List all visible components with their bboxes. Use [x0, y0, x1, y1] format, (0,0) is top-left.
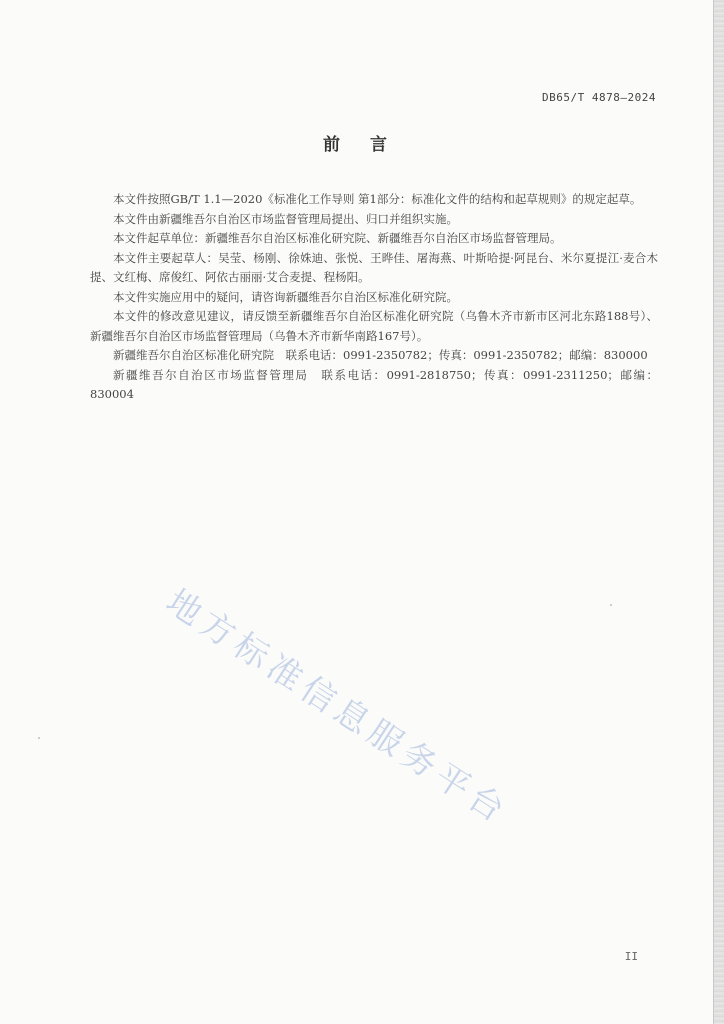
foreword-body [90, 190, 658, 405]
paragraph-drafting-basis: 本文件按照GB/T 1.1—2020《标准化工作导则 第1部分：标准化文件的结构和起草规则》的规定起草。 [113, 192, 642, 206]
scan-speck [38, 737, 40, 739]
paragraph-drafters: 本文件主要起草人：吴莹、杨刚、徐姝迪、张悦、王晔佳、屠海燕、叶斯哈提·阿昆台、米尔夏提江·麦合木提、文红梅、席俊红、阿依古丽丽·艾合麦提、程杨阳。 [90, 250, 658, 284]
paragraph-inquiry: 本文件实施应用中的疑问，请咨询新疆维吾尔自治区标准化研究院。 [113, 289, 458, 304]
scan-speck [610, 604, 612, 606]
page-number: II [624, 950, 638, 963]
watermark-text: 地方标准信息服务平台 [158, 581, 517, 834]
paragraph-proposer: 本文件由新疆维吾尔自治区市场监督管理局提出、归口并组织实施。 [113, 211, 458, 226]
document-number: DB65/T 4878—2024 [542, 91, 656, 104]
paragraph-feedback: 本文件的修改意见建议，请反馈至新疆维吾尔自治区标准化研究院（乌鲁木齐市新市区河北东路188号）、新疆维吾尔自治区市场监督管理局（乌鲁木齐市新华南路167号）。 [90, 309, 658, 343]
paragraph-drafting-units: 本文件起草单位：新疆维吾尔自治区标准化研究院、新疆维吾尔自治区市场监督管理局。 [113, 231, 562, 245]
contact-bureau: 新疆维吾尔自治区市场监督管理局 联系电话：0991-2818750；传真：0991-2311250；邮编：830004 [90, 367, 658, 401]
contact-institute: 新疆维吾尔自治区标准化研究院 联系电话：0991-2350782；传真：0991-2350782；邮编：830000 [113, 348, 648, 362]
page-title: 前言 [323, 135, 417, 155]
